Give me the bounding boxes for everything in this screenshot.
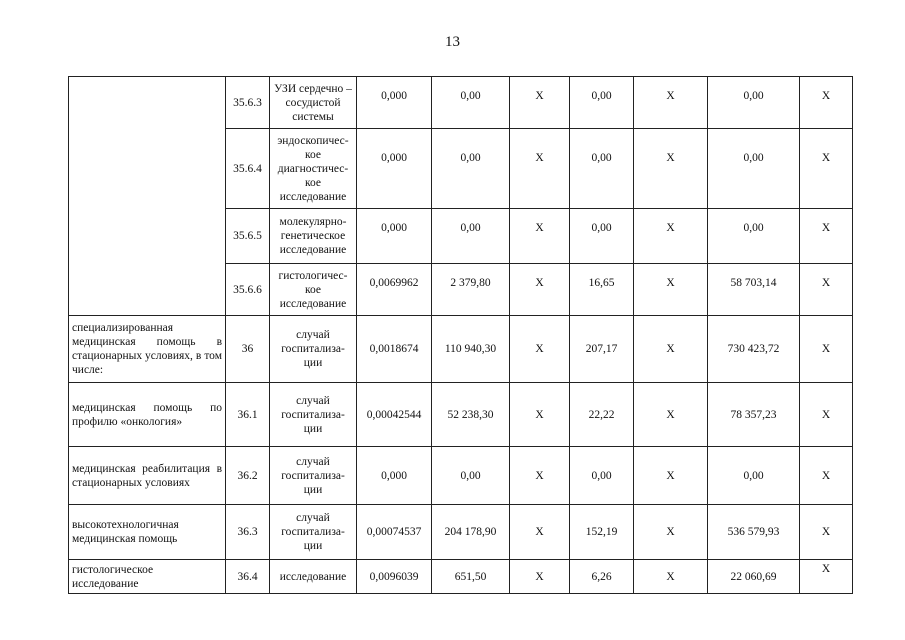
x-mark: X [800,264,853,316]
per-capita-value: 6,26 [570,560,634,594]
total-value: 0,00 [708,209,800,264]
x-mark: X [800,209,853,264]
total-value: 536 579,93 [708,505,800,560]
row-code: 36.4 [226,560,270,594]
x-mark: X [634,383,708,447]
cost-value: 2 379,80 [432,264,510,316]
total-value: 0,00 [708,129,800,209]
x-mark: X [510,129,570,209]
table-row [69,447,853,505]
x-mark: X [510,560,570,594]
cost-value: 0,00 [432,447,510,505]
row-label: медицинская реабилитация в стационарных условиях [69,447,226,505]
x-mark: X [510,383,570,447]
norm-value: 0,000 [357,209,432,264]
norm-value: 0,0069962 [357,264,432,316]
norm-value: 0,0018674 [357,316,432,383]
norm-value: 0,000 [357,447,432,505]
row-label-cell [69,77,226,316]
unit-cell: случай госпитализа-ции [270,505,357,560]
unit-cell: молекулярно-генетическое исследование [270,209,357,264]
table-row [69,560,853,594]
row-code: 36.2 [226,447,270,505]
cost-value: 651,50 [432,560,510,594]
per-capita-value: 0,00 [570,77,634,129]
row-label: гистологическое исследование [69,560,226,594]
x-mark: X [800,316,853,383]
row-label: высокотехнологичная медицинская помощь [69,505,226,560]
row-code: 36.3 [226,505,270,560]
x-mark: X [800,129,853,209]
cost-value: 110 940,30 [432,316,510,383]
row-label: специализированная медицинская помощь в стационарных условиях, в том числе: [69,316,226,383]
unit-cell: исследование [270,560,357,594]
norm-value: 0,000 [357,77,432,129]
tariff-table [68,76,853,594]
table-row [69,505,853,560]
x-mark: X [510,264,570,316]
cost-value: 52 238,30 [432,383,510,447]
row-label: медицинская помощь по профилю «онкология» [69,383,226,447]
row-code: 35.6.4 [226,129,270,209]
cost-value: 204 178,90 [432,505,510,560]
total-value: 0,00 [708,77,800,129]
table-row [69,77,853,129]
per-capita-value: 0,00 [570,447,634,505]
x-mark: X [510,77,570,129]
total-value: 22 060,69 [708,560,800,594]
x-mark: X [634,447,708,505]
x-mark: X [634,129,708,209]
x-mark: X [634,505,708,560]
row-code: 35.6.5 [226,209,270,264]
total-value: 78 357,23 [708,383,800,447]
x-mark: X [800,447,853,505]
norm-value: 0,000 [357,129,432,209]
cost-value: 0,00 [432,77,510,129]
cost-value: 0,00 [432,209,510,264]
x-mark: X [634,316,708,383]
norm-value: 0,0096039 [357,560,432,594]
unit-cell: случай госпитализа-ции [270,447,357,505]
table-row [69,316,853,383]
x-mark: X [800,77,853,129]
x-mark: X [800,560,853,594]
x-mark: X [634,209,708,264]
cost-value: 0,00 [432,129,510,209]
norm-value: 0,00042544 [357,383,432,447]
x-mark: X [634,77,708,129]
total-value: 730 423,72 [708,316,800,383]
per-capita-value: 22,22 [570,383,634,447]
x-mark: X [510,209,570,264]
x-mark: X [634,264,708,316]
x-mark: X [634,560,708,594]
unit-cell: случай госпитализа-ции [270,316,357,383]
unit-cell: случай госпитализа-ции [270,383,357,447]
x-mark: X [510,316,570,383]
row-code: 35.6.3 [226,77,270,129]
per-capita-value: 0,00 [570,209,634,264]
unit-cell: УЗИ сердечно – сосудистой системы [270,77,357,129]
norm-value: 0,00074537 [357,505,432,560]
unit-cell: гистологичес-кое исследование [270,264,357,316]
x-mark: X [800,383,853,447]
per-capita-value: 16,65 [570,264,634,316]
total-value: 58 703,14 [708,264,800,316]
x-mark: X [800,505,853,560]
per-capita-value: 152,19 [570,505,634,560]
row-code: 35.6.6 [226,264,270,316]
total-value: 0,00 [708,447,800,505]
x-mark: X [510,447,570,505]
row-code: 36 [226,316,270,383]
row-code: 36.1 [226,383,270,447]
page-number: 13 [445,34,460,50]
x-mark: X [510,505,570,560]
unit-cell: эндоскопичес-кое диагностичес-кое исследование [270,129,357,209]
per-capita-value: 207,17 [570,316,634,383]
per-capita-value: 0,00 [570,129,634,209]
table-row [69,383,853,447]
